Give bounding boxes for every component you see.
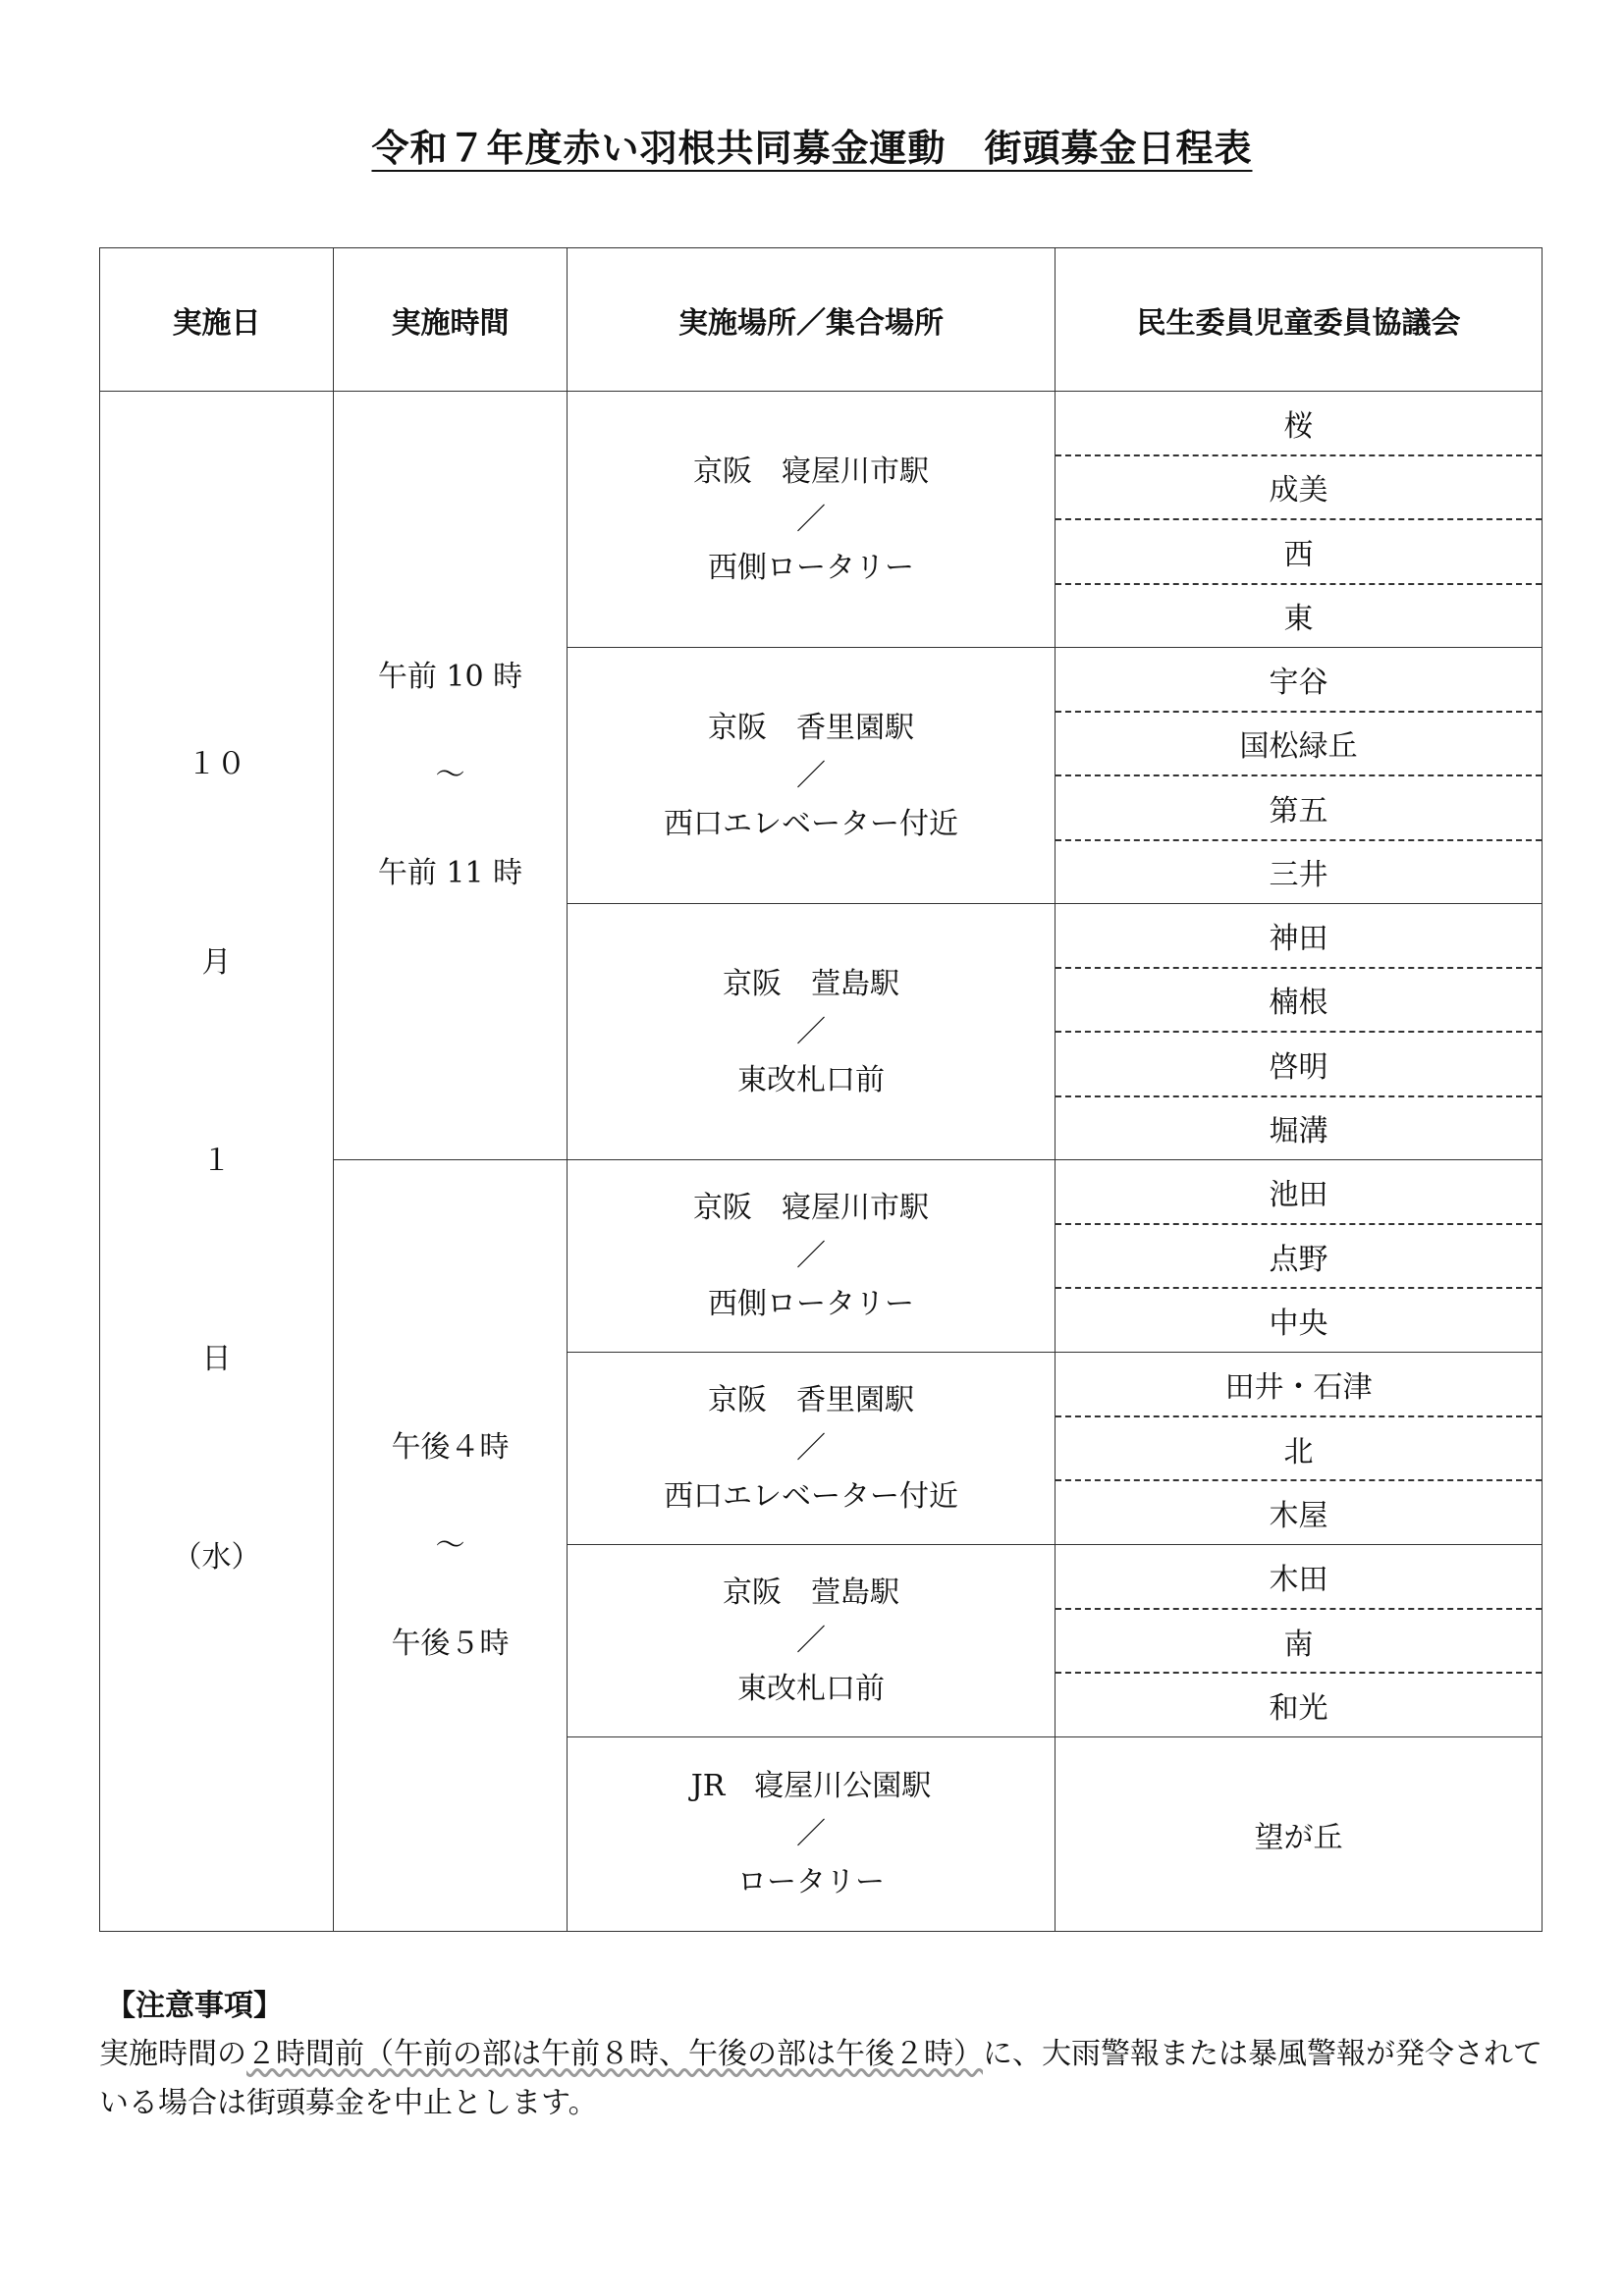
notes-text-before: 実施時間の — [99, 2037, 246, 2071]
date-cell — [100, 392, 334, 1932]
location-line: ／ — [796, 1239, 826, 1273]
location-line: 京阪 寝屋川市駅 — [693, 454, 929, 489]
location-cell — [568, 1353, 1056, 1545]
committee-item: 宇谷 — [1269, 665, 1328, 700]
location-line: 京阪 萱島駅 — [723, 1575, 899, 1610]
notes-heading: 【注意事項】 — [106, 1989, 283, 2023]
committee-item: 桜 — [1283, 408, 1314, 444]
location-cell — [568, 904, 1056, 1160]
location-line: JR 寝屋川公園駅 — [690, 1769, 932, 1803]
date-line: １０ — [187, 747, 246, 781]
location-cell — [568, 1737, 1056, 1932]
committee-item: 堀溝 — [1056, 1095, 1542, 1160]
location-line: ロータリー — [737, 1865, 885, 1899]
committee-item: 中央 — [1056, 1287, 1542, 1352]
location-line: 西側ロータリー — [708, 1287, 914, 1321]
committee-item: 南 — [1056, 1608, 1542, 1673]
committee-item: 田井・石津 — [1224, 1369, 1373, 1405]
location-line: ／ — [796, 758, 826, 793]
time-line: ～ — [435, 758, 465, 792]
location-line: ／ — [796, 1014, 826, 1049]
committee-item: 成美 — [1056, 454, 1542, 519]
time-cell-afternoon — [334, 1160, 568, 1932]
location-cell — [568, 1545, 1056, 1737]
time-cell-morning — [334, 392, 568, 1160]
time-line: 午前 10 時 — [377, 660, 523, 694]
date-line: 日 — [201, 1342, 232, 1376]
committee-item: 北 — [1056, 1415, 1542, 1480]
location-line: 京阪 香里園駅 — [708, 1383, 914, 1417]
committee-item: 和光 — [1056, 1672, 1542, 1736]
location-line: 東改札口前 — [737, 1062, 885, 1097]
notes-text — [99, 2030, 1552, 2128]
schedule-table — [99, 247, 1543, 1932]
page-title-wrap — [0, 118, 1624, 172]
location-line: 西口エレベーター付近 — [664, 1479, 958, 1514]
committee-item: 啓明 — [1056, 1031, 1542, 1095]
committee-item: 木田 — [1269, 1562, 1328, 1597]
committee-cell — [1056, 1545, 1543, 1737]
date-line: （水） — [172, 1540, 261, 1575]
committee-item: 池田 — [1269, 1177, 1328, 1212]
committee-cell — [1056, 648, 1543, 904]
location-cell — [568, 1160, 1056, 1353]
location-line: 西側ロータリー — [708, 550, 914, 585]
time-line: 午前 11 時 — [377, 856, 523, 890]
location-line: ／ — [796, 1431, 826, 1466]
committee-item: 点野 — [1056, 1223, 1542, 1288]
location-line: 京阪 萱島駅 — [723, 966, 899, 1001]
notes-text-underlined: ２時間前（午前の部は午前８時、午後の部は午後２時） — [246, 2037, 983, 2071]
time-line: ～ — [435, 1527, 465, 1563]
committee-item: 楠根 — [1056, 967, 1542, 1032]
location-line: 西口エレベーター付近 — [664, 806, 958, 841]
committee-item: 第五 — [1056, 774, 1542, 839]
committee-cell — [1056, 392, 1543, 648]
committee-cell — [1056, 904, 1543, 1160]
committee-item: 望が丘 — [1254, 1820, 1343, 1855]
location-line: ／ — [796, 502, 826, 537]
committee-item: 三井 — [1056, 839, 1542, 904]
committee-cell — [1056, 1353, 1543, 1545]
header-row — [100, 248, 1543, 392]
page-title: 令和７年度赤い羽根共同募金運動 街頭募金日程表 — [371, 127, 1253, 170]
committee-cell — [1056, 1737, 1543, 1932]
date-line: １ — [201, 1144, 232, 1178]
table-row — [100, 392, 1543, 648]
location-cell — [568, 648, 1056, 904]
notes-text-after: に、大雨警報または暴風警報が発令されている場合は街頭募金を中止とします。 — [99, 2037, 1543, 2120]
time-line: 午後４時 — [391, 1429, 510, 1465]
location-cell — [568, 392, 1056, 648]
committee-item: 国松緑丘 — [1056, 711, 1542, 775]
location-line: 京阪 寝屋川市駅 — [693, 1191, 929, 1225]
committee-item: 東 — [1056, 583, 1542, 648]
committee-cell — [1056, 1160, 1543, 1353]
header-committee: 民生委員児童委員協議会 — [1056, 248, 1543, 392]
header-date: 実施日 — [100, 248, 334, 392]
committee-item: 神田 — [1269, 921, 1328, 956]
location-line: 東改札口前 — [737, 1672, 885, 1706]
time-line: 午後５時 — [391, 1626, 510, 1661]
committee-item: 西 — [1056, 518, 1542, 583]
header-location: 実施場所／集合場所 — [568, 248, 1056, 392]
location-line: 京阪 香里園駅 — [708, 710, 914, 745]
location-line: ／ — [796, 1624, 826, 1658]
date-line: 月 — [201, 945, 232, 980]
location-line: ／ — [796, 1817, 826, 1851]
committee-item: 木屋 — [1056, 1479, 1542, 1544]
header-time: 実施時間 — [334, 248, 568, 392]
